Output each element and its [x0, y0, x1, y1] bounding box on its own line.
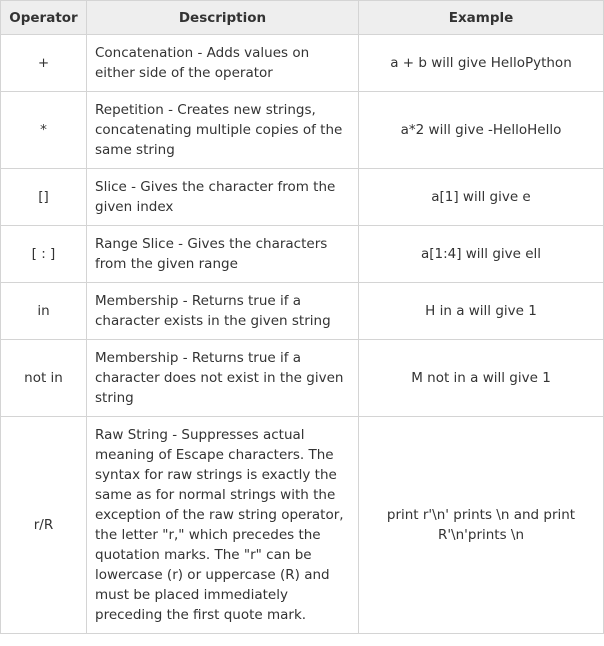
description-cell: Range Slice - Gives the characters from the given range — [87, 226, 359, 283]
header-operator: Operator — [1, 1, 87, 35]
operator-cell: in — [1, 283, 87, 340]
description-cell: Membership - Returns true if a character does not exist in the given string — [87, 340, 359, 417]
table-row — [1, 226, 604, 283]
example-cell: print r'\n' prints \n and print R'\n'prints \n — [359, 417, 604, 634]
operator-cell: [ : ] — [1, 226, 87, 283]
example-cell: a[1:4] will give ell — [359, 226, 604, 283]
example-cell: a*2 will give -HelloHello — [359, 92, 604, 169]
table-row — [1, 92, 604, 169]
table-row — [1, 340, 604, 417]
description-cell: Concatenation - Adds values on either side of the operator — [87, 35, 359, 92]
operator-cell: [] — [1, 169, 87, 226]
description-cell: Raw String - Suppresses actual meaning of Escape characters. The syntax for raw strings is exactly the same as for normal strings with the exception of the raw string operator, the letter "r," which precedes the quotation marks. The "r" can be lowercase (r) or uppercase (R) and must be placed immediately preceding the first quote mark. — [87, 417, 359, 634]
header-description: Description — [87, 1, 359, 35]
table-row — [1, 35, 604, 92]
operator-cell: + — [1, 35, 87, 92]
example-cell: a[1] will give e — [359, 169, 604, 226]
operator-cell: r/R — [1, 417, 87, 634]
description-cell: Slice - Gives the character from the given index — [87, 169, 359, 226]
example-cell: a + b will give HelloPython — [359, 35, 604, 92]
description-cell: Repetition - Creates new strings, concatenating multiple copies of the same string — [87, 92, 359, 169]
example-cell: H in a will give 1 — [359, 283, 604, 340]
table-row — [1, 283, 604, 340]
operator-cell: not in — [1, 340, 87, 417]
operator-cell: * — [1, 92, 87, 169]
table-row — [1, 417, 604, 634]
table-row — [1, 169, 604, 226]
header-row — [1, 1, 604, 35]
example-cell: M not in a will give 1 — [359, 340, 604, 417]
header-example: Example — [359, 1, 604, 35]
description-cell: Membership - Returns true if a character exists in the given string — [87, 283, 359, 340]
